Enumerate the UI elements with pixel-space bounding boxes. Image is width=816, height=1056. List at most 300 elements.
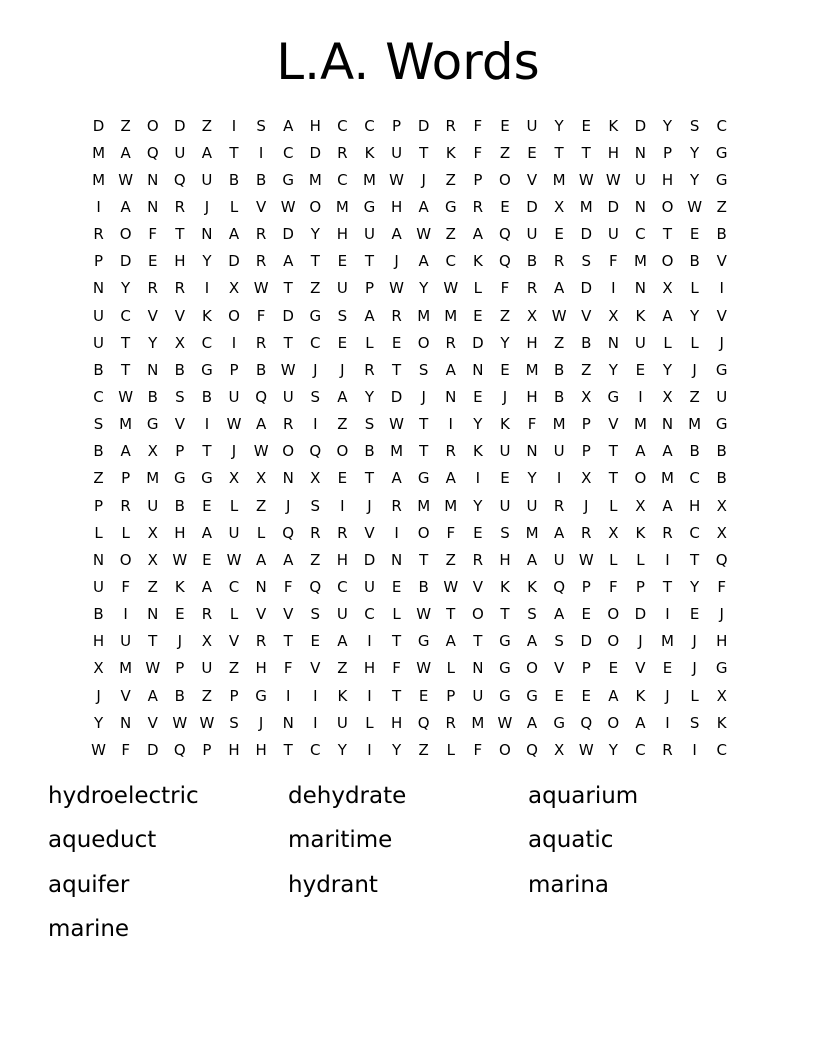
grid-letter: W [226,550,242,569]
grid-letter: V [716,252,727,271]
grid-letter: E [527,143,537,162]
grid-letter: T [121,333,131,352]
grid-letter: X [608,306,619,325]
grid-letter: W [172,713,188,732]
grid-letter: V [526,170,538,189]
grid-letter: E [473,523,483,542]
grid-letter: U [634,333,646,352]
grid-letter: H [526,333,538,352]
grid-letter: U [363,225,375,244]
grid-letter: O [119,550,132,569]
grid-letter: G [715,360,728,379]
grid-letter: Z [228,659,240,678]
grid-letter: Q [309,442,322,461]
grid-letter: D [472,333,484,352]
grid-letter: Y [121,279,131,298]
grid-letter: C [228,577,240,596]
grid-letter: Y [148,333,158,352]
grid-letter: S [500,523,510,542]
grid-letter: T [364,252,375,271]
grid-letter: B [716,469,727,488]
grid-letter: Y [310,225,320,244]
grid-letter: I [692,740,697,759]
grid-letter: B [716,442,727,461]
grid-letter: Y [364,387,375,406]
grid-letter: S [581,252,591,271]
grid-letter: J [719,605,724,624]
grid-letter: M [417,496,431,515]
grid-letter: P [229,360,239,379]
grid-letter: A [418,197,429,216]
grid-letter: O [471,605,484,624]
grid-letter: X [228,469,240,488]
grid-letter: R [445,442,456,461]
grid-letter: L [229,605,239,624]
grid-letter: K [635,686,646,705]
grid-letter: M [444,496,458,515]
grid-letter: Y [608,360,618,379]
grid-letter: K [635,523,646,542]
grid-letter: A [120,442,131,461]
grid-letter: Z [445,550,456,569]
grid-letter: B [255,170,267,189]
grid-letter: T [419,550,429,569]
grid-letter: F [121,740,130,759]
grid-letter: D [363,550,376,569]
grid-letter: Q [309,577,322,596]
grid-letter: J [96,686,101,705]
grid-letter: R [662,523,673,542]
grid-letter: J [177,632,183,651]
grid-letter: H [174,252,186,271]
grid-letter: M [92,143,106,162]
grid-letter: A [337,632,348,651]
grid-letter: F [500,279,510,298]
grid-letter: Q [526,740,538,759]
grid-letter: N [282,469,294,488]
grid-letter: T [662,577,673,596]
grid-letter: F [609,577,618,596]
grid-letter: R [120,496,131,515]
grid-letter: E [337,469,348,488]
grid-letter: U [553,442,565,461]
grid-letter: I [665,713,670,732]
grid-letter: J [692,632,697,651]
grid-letter: P [175,659,185,678]
grid-letter: R [553,496,565,515]
word-list [48,776,768,953]
grid-letter: X [228,279,240,298]
grid-letter: G [255,686,267,705]
grid-letter: M [92,170,106,189]
grid-letter: A [418,252,429,271]
grid-letter: B [174,360,185,379]
word-list-item: aquarium [528,783,639,809]
grid-letter: P [581,659,591,678]
grid-letter: M [661,469,674,488]
grid-letter: S [310,496,321,515]
grid-letter: A [472,225,483,244]
grid-letter: T [446,605,456,624]
grid-letter: J [502,387,508,406]
grid-letter: B [553,387,565,406]
grid-letter: P [662,143,673,162]
grid-letter: E [147,252,158,271]
grid-letter: G [444,197,457,216]
grid-letter: S [93,415,104,434]
grid-letter: B [201,387,213,406]
grid-letter: B [418,577,429,596]
word-list-item: dehydrate [288,783,407,809]
grid-letter: G [201,469,213,488]
grid-letter: T [310,252,320,271]
grid-letter: D [174,116,186,135]
grid-letter: E [662,659,673,678]
grid-letter: E [500,116,510,135]
grid-letter: K [527,577,537,596]
grid-letter: W [389,170,404,189]
grid-letter: N [147,197,159,216]
grid-letter: X [255,469,267,488]
grid-letter: Y [527,469,537,488]
grid-letter: A [283,116,294,135]
grid-letter: Y [690,143,700,162]
grid-letter: T [581,143,591,162]
grid-letter: B [174,496,185,515]
grid-letter: E [554,686,564,705]
grid-letter: U [363,577,375,596]
grid-letter: W [443,577,459,596]
grid-letter: H [688,496,701,515]
grid-letter: T [608,469,618,488]
grid-letter: R [526,279,538,298]
grid-letter: L [636,550,645,569]
grid-letter: A [201,523,213,542]
grid-letter: Y [202,252,212,271]
grid-letter: Q [499,252,511,271]
grid-letter: S [689,116,700,135]
grid-letter: O [417,523,430,542]
grid-letter: S [418,360,429,379]
grid-letter: I [96,197,101,216]
grid-letter: I [313,686,318,705]
grid-letter: T [391,360,402,379]
grid-letter: R [310,523,321,542]
grid-letter: K [337,686,348,705]
grid-letter: O [607,713,620,732]
grid-letter: B [689,442,700,461]
grid-letter: H [607,143,619,162]
grid-letter: D [119,252,132,271]
grid-letter: E [337,252,348,271]
grid-letter: Z [499,306,511,325]
grid-letter: T [175,225,185,244]
grid-letter: C [364,605,375,624]
grid-letter: C [445,252,456,271]
grid-letter: T [391,632,402,651]
grid-letter: Z [201,116,213,135]
grid-letter: W [578,170,594,189]
grid-letter: T [148,632,158,651]
grid-letter: Y [662,116,673,135]
grid-letter: W [551,306,567,325]
grid-letter: A [283,550,294,569]
grid-letter: V [608,415,619,434]
grid-letter: A [554,279,565,298]
grid-letter: K [608,116,619,135]
grid-letter: R [445,713,456,732]
grid-letter: R [391,306,402,325]
grid-letter: C [337,116,348,135]
grid-letter: G [526,686,538,705]
grid-letter: A [147,686,158,705]
grid-letter: W [389,279,404,298]
grid-letter: G [363,197,376,216]
grid-letter: T [364,469,375,488]
grid-letter: Z [337,415,348,434]
grid-letter: B [553,360,565,379]
grid-letter: D [634,116,647,135]
grid-letter: S [689,713,700,732]
grid-letter: L [365,333,374,352]
grid-letter: K [202,306,212,325]
grid-letter: C [93,387,104,406]
grid-letter: S [364,415,375,434]
grid-letter: G [499,686,511,705]
grid-letter: S [175,387,185,406]
grid-letter: W [416,659,432,678]
grid-letter: G [607,387,620,406]
word-list-item: aquatic [528,827,614,854]
grid-letter: O [607,632,620,651]
grid-letter: T [419,415,429,434]
grid-letter: I [719,279,724,298]
grid-letter: M [308,170,322,189]
grid-letter: L [365,713,374,732]
grid-letter: V [255,197,267,216]
grid-letter: P [94,496,104,515]
grid-letter: I [231,116,237,135]
grid-letter: K [716,713,727,732]
grid-letter: W [416,225,432,244]
grid-letter: Y [690,306,700,325]
grid-letter: R [93,225,104,244]
grid-letter: I [313,415,318,434]
grid-letter: W [389,415,404,434]
grid-letter: N [92,279,105,298]
grid-letter: T [554,143,564,162]
grid-letter: V [554,659,565,678]
grid-letter: R [472,197,484,216]
grid-letter: A [201,577,213,596]
grid-letter: Z [147,577,158,596]
grid-letter: Z [201,686,213,705]
grid-letter: M [417,306,431,325]
grid-letter: W [118,387,134,406]
grid-letter: X [554,197,565,216]
grid-letter: Z [337,659,348,678]
grid-letter: G [417,469,430,488]
grid-letter: B [174,686,185,705]
grid-letter: P [121,469,131,488]
grid-letter: B [93,360,104,379]
grid-letter: J [421,170,426,189]
grid-letter: D [526,197,538,216]
grid-letter: O [228,306,240,325]
puzzle-title: L.A. Words [276,33,540,91]
grid-letter: U [634,170,646,189]
grid-letter: R [255,632,267,651]
grid-letter: A [554,523,565,542]
grid-letter: W [497,713,513,732]
grid-letter: A [255,550,267,569]
grid-letter: V [255,605,267,624]
grid-letter: I [665,550,670,569]
grid-letter: A [337,387,348,406]
grid-letter: W [199,713,215,732]
grid-letter: K [472,442,483,461]
grid-letter: G [174,469,186,488]
grid-letter: E [418,686,429,705]
grid-letter: C [635,740,646,759]
grid-letter: A [391,225,402,244]
grid-letter: R [337,523,348,542]
grid-letter: A [364,306,375,325]
grid-letter: L [609,550,618,569]
grid-letter: A [635,713,646,732]
grid-letter: Q [553,577,566,596]
grid-letter: Y [391,740,402,759]
grid-letter: L [690,333,699,352]
grid-letter: R [255,225,267,244]
grid-letter: W [578,550,594,569]
grid-letter: A [662,496,673,515]
grid-letter: J [231,442,237,461]
grid-letter: M [119,659,133,678]
grid-letter: X [662,387,673,406]
grid-letter: N [201,225,213,244]
grid-letter: P [581,415,591,434]
grid-letter: F [148,225,158,244]
grid-letter: N [147,170,159,189]
grid-letter: R [553,252,565,271]
letter-grid [85,112,735,763]
grid-letter: I [367,632,372,651]
grid-letter: C [635,225,646,244]
grid-letter: N [282,713,294,732]
grid-letter: U [526,225,538,244]
grid-letter: M [633,252,647,271]
grid-letter: P [581,442,591,461]
grid-letter: M [390,442,404,461]
grid-letter: E [554,225,564,244]
grid-letter: U [472,686,484,705]
grid-letter: N [472,360,484,379]
grid-letter: T [662,225,673,244]
grid-letter: E [500,360,510,379]
grid-letter: O [526,659,538,678]
grid-letter: N [147,605,159,624]
grid-letter: M [444,306,458,325]
grid-letter: U [93,333,105,352]
grid-letter: M [661,632,674,651]
grid-letter: N [634,143,647,162]
grid-letter: S [527,605,537,624]
grid-letter: S [229,713,239,732]
grid-letter: B [716,225,727,244]
grid-letter: W [578,740,594,759]
grid-letter: U [93,306,105,325]
grid-letter: Q [499,225,511,244]
grid-letter: N [661,415,674,434]
grid-letter: F [392,659,401,678]
grid-letter: M [633,415,647,434]
grid-letter: H [228,740,240,759]
grid-letter: N [92,550,105,569]
grid-letter: P [446,686,456,705]
grid-letter: N [634,197,647,216]
grid-letter: U [336,713,348,732]
grid-letter: J [367,496,372,515]
grid-letter: N [472,659,484,678]
grid-letter: V [174,415,185,434]
grid-letter: F [256,306,266,325]
grid-letter: V [147,306,158,325]
grid-letter: B [228,170,240,189]
grid-letter: N [120,713,132,732]
grid-letter: U [228,387,240,406]
grid-letter: R [445,116,456,135]
grid-letter: V [581,306,592,325]
grid-letter: U [228,523,240,542]
grid-letter: J [692,659,697,678]
grid-letter: D [634,605,647,624]
word-list-item: hydrant [288,871,378,898]
grid-letter: A [445,360,456,379]
grid-letter: N [255,577,267,596]
grid-letter: T [419,143,429,162]
grid-letter: Z [255,496,267,515]
grid-letter: G [715,659,728,678]
grid-letter: Y [500,333,510,352]
grid-letter: H [255,740,267,759]
grid-letter: A [283,252,294,271]
grid-letter: Z [716,197,727,216]
grid-letter: J [692,360,697,379]
grid-letter: L [229,197,239,216]
grid-letter: O [499,740,511,759]
grid-letter: X [608,523,619,542]
grid-letter: A [201,143,213,162]
grid-letter: J [313,360,318,379]
grid-letter: K [364,143,375,162]
grid-letter: S [337,306,348,325]
word-list-item: marina [528,871,610,898]
grid-letter: R [255,252,267,271]
grid-letter: A [120,143,131,162]
grid-letter: P [364,279,374,298]
grid-letter: V [472,577,483,596]
grid-letter: A [228,225,240,244]
grid-letter: F [283,659,293,678]
grid-letter: I [204,279,210,298]
grid-letter: C [337,577,348,596]
grid-letter: B [364,442,375,461]
grid-letter: C [716,116,727,135]
grid-letter: F [473,143,483,162]
grid-letter: X [201,632,213,651]
grid-letter: Y [473,415,483,434]
